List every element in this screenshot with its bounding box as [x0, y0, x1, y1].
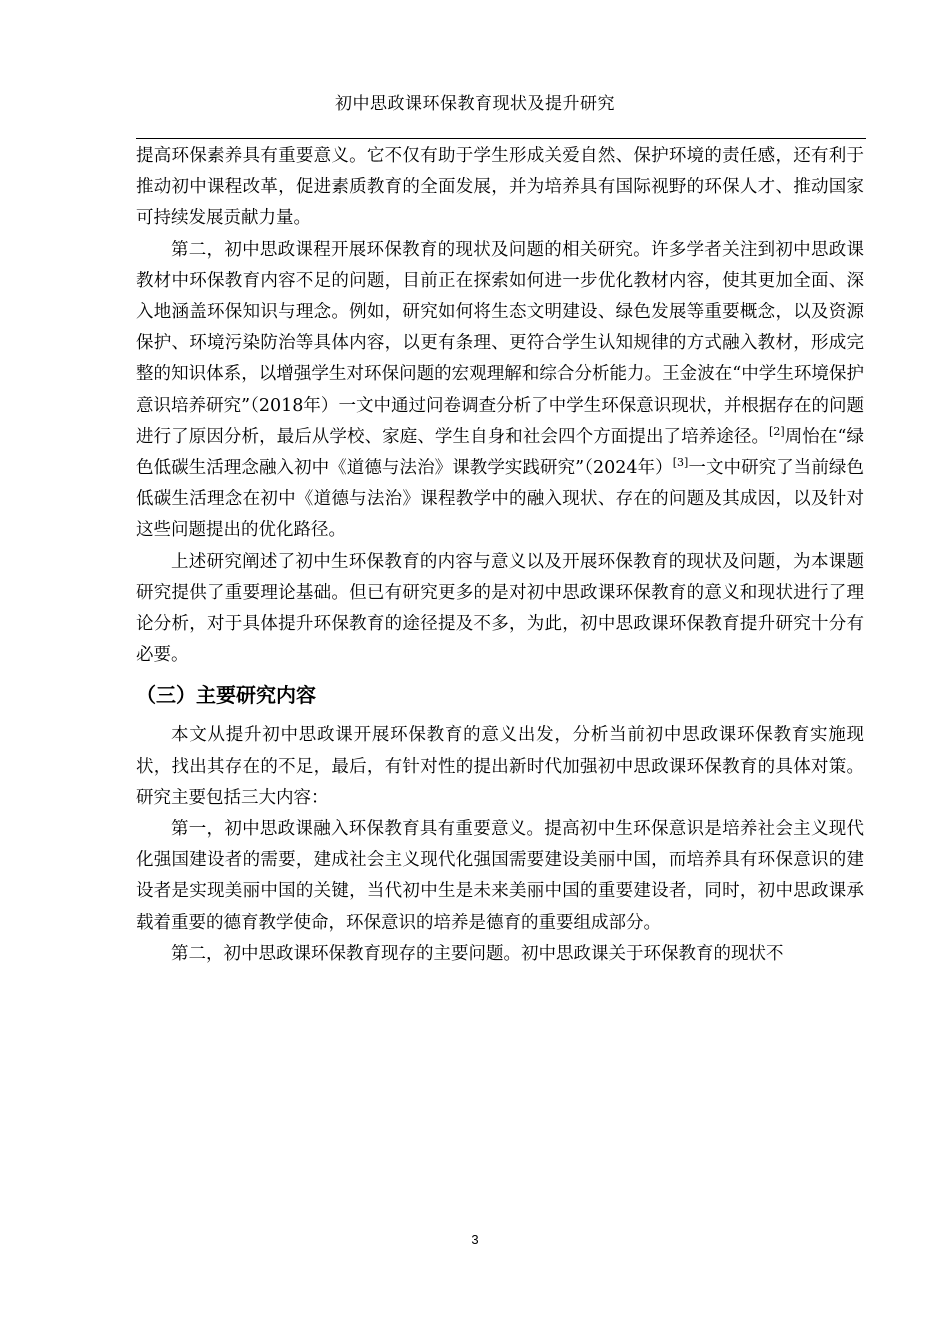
document-body — [136, 141, 864, 970]
citation-ref-2: [2] — [769, 424, 785, 438]
section-heading: （三）主要研究内容 — [136, 683, 316, 708]
paragraph-2-part-a: 第二，初中思政课程开展环保教育的现状及问题的相关研究。许多学者关注到初中思政课教材中环保教育内容不足的问题，目前正在探索如何进一步优化教材内容，使其更加全面、深入地涵盖环保知识与理念。例如，研究如何将生态文明建设、绿色发展等重要概念，以及资源保护、环境污染防治等具体内容，以更有条理、更符合学生认知规律的方式融入教材，形成完整的知识体系，以增强学生对环保问题的宏观理解和综合分析能力。王金波在“中学生环境保护意识培养研究”（2018年）一文中通过问卷调查分析了中学生环保意识现状，并根据存在的问题进行了原因分析，最后从学校、家庭、学生自身和社会四个方面提出了培养途径。 — [136, 239, 864, 447]
paragraph-6: 第二，初中思政课环保教育现存的主要问题。初中思政课关于环保教育的现状不 — [171, 943, 784, 964]
running-header: 初中思政课环保教育现状及提升研究 — [335, 94, 615, 114]
header-rule — [136, 138, 866, 139]
page-number: 3 — [471, 1232, 479, 1247]
paragraph-2-part-b: 周怡在“绿色低碳生活理念融入初中《道德与法治》课教学实践研究”（2024年） — [136, 426, 864, 479]
paragraph-2-part-c: 一文中研究了当前绿色低碳生活理念在初中《道德与法治》课程教学中的融入现状、存在的问题及其成因，以及针对这些问题提出的优化路径。 — [136, 458, 864, 541]
paragraph-2 — [136, 235, 864, 547]
citation-ref-3: [3] — [672, 456, 689, 470]
paragraph-4: 本文从提升初中思政课开展环保教育的意义出发，分析当前初中思政课环保教育实施现状，找出其存在的不足，最后，有针对性的提出新时代加强初中思政课环保教育的具体对策。研究主要包括三大内容： — [136, 725, 864, 808]
paragraph-5: 第一，初中思政课融入环保教育具有重要意义。提高初中生环保意识是培养社会主义现代化强国建设者的需要，建成社会主义现代化强国需要建设美丽中国，而培养具有环保意识的建设者是实现美丽中国的关键，当代初中生是未来美丽中国的重要建设者，同时，初中思政课承载着重要的德育教学使命，环保意识的培养是德育的重要组成部分。 — [136, 819, 864, 933]
paragraph-3: 上述研究阐述了初中生环保教育的内容与意义以及开展环保教育的现状及问题，为本课题研究提供了重要理论基础。但已有研究更多的是对初中思政课环保教育的意义和现状进行了理论分析，对于具体提升环保教育的途径提及不多，为此，初中思政课环保教育提升研究十分有必要。 — [136, 551, 864, 666]
paragraph-1: 提高环保素养具有重要意义。它不仅有助于学生形成关爱自然、保护环境的责任感，还有利于推动初中课程改革，促进素质教育的全面发展，并为培养具有国际视野的环保人才、推动国家可持续发展贡献力量。 — [136, 146, 864, 229]
